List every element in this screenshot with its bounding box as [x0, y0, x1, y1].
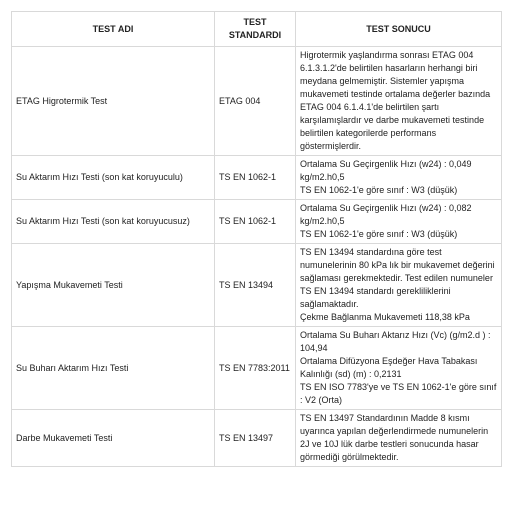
test-standard-cell: TS EN 13497	[215, 410, 296, 467]
result-line: Çekme Bağlanma Mukavemeti 118,38 kPa	[300, 312, 470, 322]
result-line: TS EN 13497 Standardının Madde 8 kısmı uyarınca yapılan değerlendirmede numunelerin 2J ve 10J lük darbe testleri sonucunda hasar görmediği görülmektedir.	[300, 413, 489, 462]
test-name-cell: Darbe Mukavemeti Testi	[12, 410, 215, 467]
test-results-table	[11, 11, 502, 467]
table-row	[12, 410, 502, 467]
result-line: TS EN 13494 standardına göre test numunelerinin 80 kPa lık bir mukavemet değerini sağlaması gerekmektedir. Test edilen numuneler TS EN 13494 standardı gerekliliklerini sağlamaktadır.	[300, 247, 495, 309]
test-name-cell: Su Aktarım Hızı Testi (son kat koruyucusuz)	[12, 200, 215, 244]
result-line: Ortalama Su Geçirgenlik Hızı (w24) : 0,049 kg/m2.h0,5	[300, 159, 472, 182]
result-line: Ortalama Difüzyona Eşdeğer Hava Tabakası Kalınlığı (sd) (m) : 0,2131	[300, 356, 478, 379]
header-test-standard: TEST STANDARDI	[215, 12, 296, 47]
header-test-name: TEST ADI	[12, 12, 215, 47]
header-test-result: TEST SONUCU	[296, 12, 502, 47]
table-row	[12, 327, 502, 410]
table-row	[12, 47, 502, 156]
test-standard-cell: ETAG 004	[215, 47, 296, 156]
table-row	[12, 200, 502, 244]
test-name-cell: ETAG Higrotermik Test	[12, 47, 215, 156]
test-results-container	[11, 11, 501, 467]
result-line: TS EN 1062-1'e göre sınıf : W3 (düşük)	[300, 229, 458, 239]
test-standard-cell: TS EN 1062-1	[215, 156, 296, 200]
test-standard-cell: TS EN 13494	[215, 244, 296, 327]
test-result-cell	[296, 244, 502, 327]
test-name-cell: Su Aktarım Hızı Testi (son kat koruyuculu)	[12, 156, 215, 200]
result-line: Higrotermik yaşlandırma sonrası ETAG 004 6.1.3.1.2'de belirtilen hasarların herhangi biri meydana gelmemiştir. Sistemler yapışma mukavemeti testinde ortalama değerler bazında ETAG 004 6.1.4.1'de belirtilen şartı karşılamışlardır ve darbe mukavemeti testinde belirtilen kategorilerde performans göstermişlerdir.	[300, 50, 491, 151]
test-standard-cell: TS EN 1062-1	[215, 200, 296, 244]
result-line: Ortalama Su Geçirgenlik Hızı (w24) : 0,082 kg/m2.h0,5	[300, 203, 472, 226]
result-line: TS EN 1062-1'e göre sınıf : W3 (düşük)	[300, 185, 458, 195]
table-row	[12, 244, 502, 327]
result-line: TS EN ISO 7783'ye ve TS EN 1062-1'e göre sınıf : V2 (Orta)	[300, 382, 497, 405]
test-name-cell: Su Buharı Aktarım Hızı Testi	[12, 327, 215, 410]
test-result-cell	[296, 200, 502, 244]
result-line: Ortalama Su Buharı Aktarız Hızı (Vc) (g/m2.d ) : 104,94	[300, 330, 491, 353]
test-result-cell	[296, 327, 502, 410]
test-result-cell	[296, 47, 502, 156]
table-header-row	[12, 12, 502, 47]
table-row	[12, 156, 502, 200]
test-name-cell: Yapışma Mukavemeti Testi	[12, 244, 215, 327]
test-standard-cell: TS EN 7783:2011	[215, 327, 296, 410]
test-result-cell	[296, 410, 502, 467]
test-result-cell	[296, 156, 502, 200]
